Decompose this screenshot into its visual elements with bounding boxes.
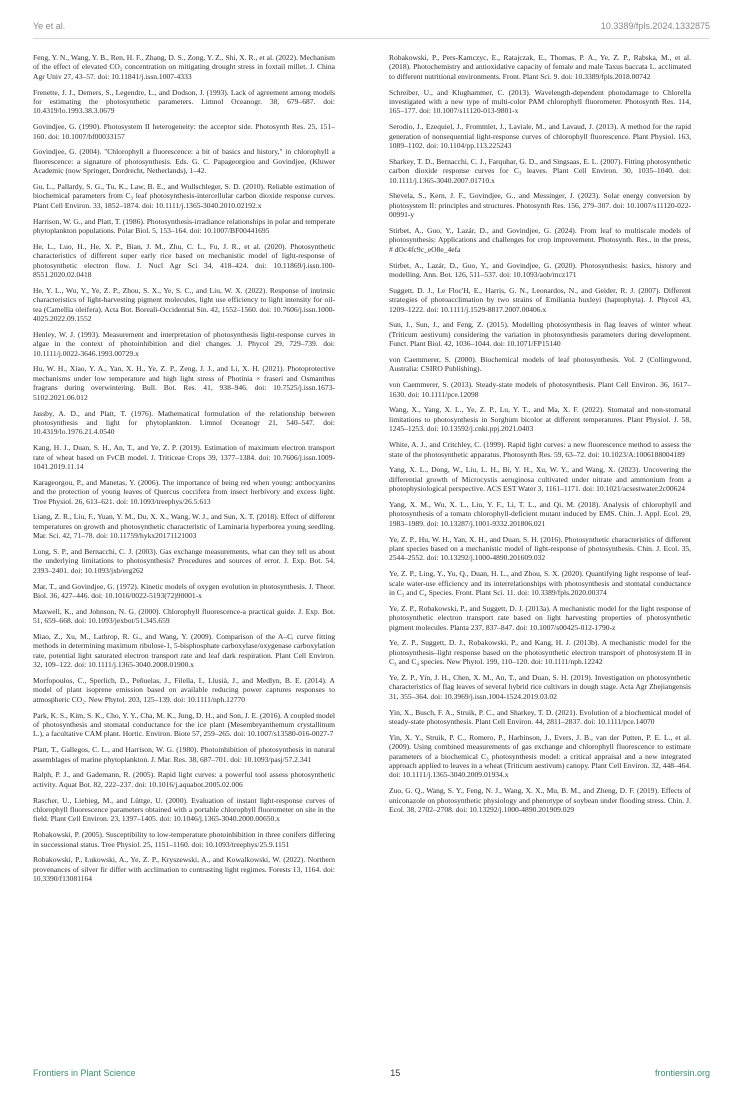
header-doi: 10.3389/fpls.2024.1332875	[600, 21, 710, 31]
reference-entry: Kang, H. J., Duan, S. H., An, T., and Ye, Z. P. (2019). Estimation of maximum electron transport rate of wheat based on FvCB model. J. Triticeae Crops 39, 1377–1384. doi: 10.7606/j.issn.1009-1041.2019.11.14	[33, 443, 335, 471]
reference-entry: Sharkey, T. D., Bernacchi, C. J., Farquhar, G. D., and Singsaas, E. L. (2007). Fitting photosynthetic carbon dioxide response curves for C₃ leaves. Plant Cell Environ. 30, 1035–1040. doi: 10.1111/j.1365-3040.2007.01710.x	[389, 156, 691, 185]
page-footer	[33, 1068, 710, 1078]
references-right-column	[389, 53, 691, 821]
reference-entry: Ye, Z. P., Ling, Y., Yu, Q., Duan, H. L., and Zhou, S. X. (2020). Quantifying light response of leaf-scale water-use efficiency and its interrelationships with photosynthesis and stomatal conductance in C₃ and C₄ Species. Front. Plant Sci. 11. doi: 10.3389/fpls.2020.00374	[389, 569, 691, 597]
header-divider	[33, 38, 710, 39]
reference-entry: Ye, Z. P., Suggett, D. J., Robakowski, P., and Kang, H. J. (2013b). A mechanistic model for the photosynthesis–light response based on the photosynthetic electron transport of photosystem II in C₃ and C₄ species. New Phytol. 199, 110–120. doi: 10.1111/nph.12242	[389, 638, 691, 667]
reference-entry: Suggett, D. J., Le Floc'H, E., Harris, G. N., Leonardos, N., and Geider, R. J. (2007). Different strategies of photoacclimation by two strains of Emiliania huxleyi (haptophyta). J. Phycol 43, 1209–1222. doi: 10.1111/j.1529-8817.2007.00406.x	[389, 285, 691, 314]
reference-entry: Robakowski, P., Łukowski, A., Ye, Z. P., Kryszewski, A., and Kowalkowski, W. (2022). Northern provenances of silver fir differ with acclimation to contrasting light regimes. Forests 13, 1164. doi: 10.3390/f13081164	[33, 855, 335, 884]
reference-entry: Mar, T., and Govindjee, G. (1972). Kinetic models of oxygen evolution in photosynthesis. J. Theor. Biol. 36, 427–446. doi: 10.1016/0022-5193(72)90001-x	[33, 581, 335, 600]
reference-entry: Ye, Z. P., Yin, J. H., Chen, X. M., An, T., and Duan, S. H. (2019). Investigation on photosynthetic characteristics of flag leaves of several hybrid rice cultivars in dough stage. Acta Agr Zhejiangensis 31, 355–364. doi: 10.3969/j.issn.1004-1524.2019.03.02	[389, 672, 691, 701]
reference-entry: White, A. J., and Critchley, C. (1999). Rapid light curves: a new fluorescence method to assess the state of the photosynthetic apparatus. Photosynth Res. 59, 63–72. doi: 10.1023/A:1006188004189	[389, 440, 691, 459]
reference-entry: Robakowski, P. (2005). Susceptibility to low-temperature photoinhibition in three conifers differing in successional status. Tree Physiol. 25, 1151–1160. doi: 10.1093/treephys/25.9.1151	[33, 830, 335, 849]
reference-entry: Long, S. P., and Bernacchi, C. J. (2003). Gas exchange measurements, what can they tell us about the underlying limitations to photosynthesis? Procedures and sources of error. J. Exp. Bot. 54, 2393–2401. doi: 10.1093/jxb/erg262	[33, 546, 335, 575]
header-authors: Ye et al.	[33, 21, 66, 31]
reference-entry: He, Y. L., Wu, Y., Ye, Z. P., Zhou, S. X., Ye, S. C., and Liu, W. X. (2022). Response of intrinsic characteristics of light-harvesting pigment molecules, light use efficiency to light intensity for oil-tea (Camellia oleifera). Acta Bot. Boreali-Occidential Sin. 42, 1552–1560. doi: 10.7606/j.issn.1000-4025.2022.09.1552	[33, 285, 335, 324]
reference-entry: Wang, X., Yang, X. L., Ye, Z. P., Lu, Y. T., and Ma, X. F. (2022). Stomatal and non-stomatal limitations to photosynthesis in Sorghum bicolor at different temperatures. Plant Physiol. J. 58, 1245–1253. doi: 10.13592/j.cnki.ppj.2021.0403	[389, 405, 691, 434]
reference-entry: Yin, X. Y., Struik, P. C., Romero, P., Harbinson, J., Evers, J. B., van der Putten, P. E. L., et al. (2009). Using combined measurements of gas exchange and chlorophyll fluorescence to estimate parameters of a biochemical C₃ photosynthesis model: a critical appraisal and a new integrated approach applied to leaves in a wheat (Triticum aestivum) canopy. Plant Cell Environ. 32, 448–464. doi: 10.1111/j.1365-3040.2009.01934.x	[389, 732, 691, 780]
reference-entry: Stirbet, A., Guo, Y., Lazár, D., and Govindjee, G. (2024). From leaf to multiscale models of photosynthesis: Applications and challenges for crop improvement. Photosynth. Res., in the press, # dOc4fc9c_eO8e_4efa	[389, 226, 691, 254]
reference-entry: Feng, Y. N., Wang, Y. B., Ren, H. F., Zhang, D. S., Zong, Y. Z., Shi, X. R., et al. (2022). Mechanism of the effect of elevated CO₂ concentration on mitigating drought stress in foxtail millet. J. China Agr Univ 27, 43–57. doi: 10.11841/j.issn.1007-4333	[33, 53, 335, 81]
reference-entry: Yang, X. L., Dong, W., Liu, L. H., Bi, Y. H., Xu, W. Y., and Wang, X. (2023). Uncovering the differential growth of Microcystis aeruginosa cultivated under nitrate and ammonium from a photophysiological perspective. ACS EST Water 3, 1161–1171. doi: 10.1021/acsestwater.2c00624	[389, 465, 691, 494]
reference-entry: Shevela, S., Kern, J. F., Govindjee, G., and Messinger, J. (2023). Solar energy conversion by photosystem II: principles and structures. Photosynth Res. 156, 279–307. doi: 10.1007/s11120-022-00991-y	[389, 191, 691, 220]
reference-entry: Hu, W. H., Xiao, Y. A., Yan, X. H., Ye, Z. P., Zeng, J. J., and Li, X. H. (2021). Photoprotective mechanisms under low temperature and high light stress of Photinia × fraseri and Osmanthus fragrans during overwintering. Bull. Bot. Res. 41, 938–946. doi: 10.7525/j.issn.1673-5102.2021.06.012	[33, 364, 335, 402]
reference-entry: Liang, Z. R., Liu, F., Yuan, Y. M., Du, X. X., Wang, W. J., and Sun, X. T. (2018). Effect of different temperatures on growth and photosynthetic characteristic of Laminaria hyperborea young seedling. Mar. Sci. 42, 71–78. doi: 10.11759/hykx20171121003	[33, 512, 335, 541]
reference-entry: Park, K. S., Kim, S. K., Cho, Y. Y., Cha, M. K., Jung, D. H., and Son, J. E. (2016). A coupled model of photosynthesis and stomatal conductance for the ice plant (Mesembryanthemum crystallinum L.), a facultative CAM plant. Hortic. Environ. Biote 57, 259–265. doi: 10.1007/s13580-016-0027-7	[33, 710, 335, 739]
reference-entry: Miao, Z., Xu, M., Lathrop, R. G., and Wang, Y. (2009). Comparison of the A–Cᵢ curve fitting methods in determining maximum ribulose-1, 5-bisphosphate carboxylase/oxygenase carboxylation rate, potential light saturated electron transport rate and leaf dark respiration. Plant Cell Environ. 32, 109–122. doi: 10.1111/j.1365-3040.2008.01900.x	[33, 631, 335, 670]
reference-entry: Yin, X., Busch, F. A., Struik, P. C., and Sharkey, T. D. (2021). Evolution of a biochemical model of steady-state photosynthesis. Plant Cell Environ. 44, 2811–2837. doi: 10.1111/pce.14070	[389, 707, 691, 726]
reference-entry: Ralph, P. J., and Gademann, R. (2005). Rapid light curves: a powerful tool assess photosynthetic activity. Aquat Bot. 82, 222–237. doi: 10.1016/j.aquabot.2005.02.006	[33, 770, 335, 789]
page-number: 15	[390, 1068, 401, 1078]
reference-entry: Zuo, G. Q., Wang, S. Y., Feng, N. J., Wang, X. X., Mu, B. M., and Zheng, D. F. (2019). Effects of uniconazole on photosynthetic physiology and phenotype of soybean under flooding stress. Chin. J. Ecol. 38, 2702–2708. doi: 10.13292/j.1000-4890.201909.029	[389, 786, 691, 814]
reference-entry: Morfopoulos, C., Sperlich, D., Peñuelas, J., Filella, I., Llusià, J., and Medlyn, B. E. (2014). A model of plant isoprene emission based on available reducing power captures responses to atmospheric CO₂. New Phytol. 203, 125–139. doi: 10.1111/nph.12770	[33, 675, 335, 704]
reference-entry: Frenette, J. J., Demers, S., Legendre, L., and Dodson, J. (1993). Lack of agreement among models for estimating the photosynthetic parameters. Limnol Oceanogr. 38, 679–687. doi: 10.4319/lo.1993.38.3.0679	[33, 87, 335, 116]
reference-entry: He, L., Luo, H., He, X. P., Bian, J. M., Zhu, C. L., Fu, J. R., et al. (2020). Photosynthetic characteristics of different super early rice based on mechanistic model of light-response of photosynthetic electron flow. J. Nucl Agr Sci 34, 418–424. doi: 10.11869/j.issn.100-8551.2020.02.0418	[33, 241, 335, 280]
reference-entry: Yang, X. M., Wu, X. L., Liu, Y. F., Li, T. L., and Qi, M. (2018). Analysis of chlorophyll and photosynthesis of a tomato chlorophyll-deficient mutant induced by EMS. Chin. J. Appl. Ecol. 29, 1983–1989. doi: 10.13287/j.1001-9332.201806.021	[389, 499, 691, 528]
reference-entry: Serodio, J., Ezequiel, J., Frommlet, J., Laviale, M., and Lavaud, J. (2013). A method for the rapid generation of nonsequential light-response curves of chlorophyll fluorescence. Plant Physiol. 163, 1089–1102. doi: 10.1104/pp.113.225243	[389, 122, 691, 151]
reference-entry: Rascher, U., Liebieg, M., and Lüttge, U. (2000). Evaluation of instant light-response curves of chlorophyll fluorescence parameters obtained with a portable chlorophyll fluorometer on site in the field. Plant Cell Environ. 23, 1397–1405. doi: 10.1046/j.1365-3040.2000.00650.x	[33, 795, 335, 824]
references-left-column	[33, 53, 335, 890]
reference-entry: Harrison, W. G., and Platt, T. (1986). Photosynthesis-irradiance relationships in polar and temperate phytoplankton populations. Polar Biol. 5, 153–164. doi: 10.1007/BF00441695	[33, 216, 335, 236]
footer-journal-name: Plant Science	[80, 1068, 136, 1078]
reference-entry: von Caemmerer, S. (2013). Steady-state models of photosynthesis. Plant Cell Environ. 36, 1617–1630. doi: 10.1111/pce.12098	[389, 380, 691, 399]
reference-entry: Ye, Z. P., Hu, W. H., Yan, X. H., and Duan, S. H. (2016). Photosynthetic characteristics of different plant species based on a mechanistic model of light-response of photosynthesis. Chin. J. Ecol. 35, 2544–2552. doi: 10.13292/j.1000-4890.201609.032	[389, 534, 691, 563]
reference-entry: von Caemmerer, S. (2000). Biochemical models of leaf photosynthesis. Vol. 2 (Collingwood, Australia: CSIRO Publishing).	[389, 355, 691, 374]
reference-entry: Sun, J., Sun, J., and Feng, Z. (2015). Modelling photosynthesis in flag leaves of winter wheat (Triticum aestivum) considering the variation in photosynthesis parameters during development. Funct. Plant Biol. 42, 1036–1044. doi: 10.1071/FP15140	[389, 320, 691, 349]
page-header	[33, 21, 710, 31]
reference-entry: Gu, L., Pallardy, S. G., Tu, K., Law, B. E., and Wullschleger, S. D. (2010). Reliable estimation of biochemical parameters from C₃ leaf photosynthesis-intercellular carbon dioxide response curves. Plant Cell Environ. 33, 1852–1874. doi: 10.1111/j.1365-3040.2010.02192.x	[33, 182, 335, 210]
reference-entry: Govindjee, G. (2004). "Chlorophyll a fluorescence: a bit of basics and history," in chlorophyll a fluorescence: a signature of photosynthesis. Eds. G. C. Papageorgiou and Govindjee, (Kluwer Academic (now Springer, Dordrecht, Netherlands), 1–42.	[33, 147, 335, 176]
reference-entry: Robakowski, P., Pers-Kamczyc, E., Ratajczak, E., Thomas, P. A., Ye, Z. P., Rabska, M., et al. (2018). Photochemistry and antioxidative capacity of female and male Taxus baccata L. acclimated to different nutritional environments. Front. Plant Sci. 9. doi: 10.3389/fpls.2018.00742	[389, 53, 691, 81]
reference-entry: Henley, W. J. (1993). Measurement and interpretation of photosynthesis light-response curves in algae in the context of photoinhibition and diel changes. J. Phycol 29, 729–739. doi: 10.1111/j.0022-3646.1993.00729.x	[33, 329, 335, 358]
reference-entry: Karageorgou, P., and Manetas, Y. (2006). The importance of being red when young: anthocyanins and the protection of young leaves of Quercus coccifera from insect herbivory and excess light. Tree Physiol. 26, 613–621. doi: 10.1093/treephys/26.5.613	[33, 477, 335, 506]
reference-entry: Maxwell, K., and Johnson, N. G. (2000). Chlorophyll fluorescence-a practical guide. J. Exp. Bot. 51, 659–668. doi: 10.1093/jexbot/51.345.659	[33, 606, 335, 626]
reference-entry: Jassby, A. D., and Platt, T. (1976). Mathematical formulation of the relationship between photosynthesis and light for phytoplankton. Limnol Oceanogr 21, 540–547. doi: 10.4319/lo.1976.21.4.0540	[33, 408, 335, 437]
reference-entry: Ye, Z. P., Robakowski, P., and Suggett, D. J. (2013a). A mechanistic model for the light response of photosynthetic electron transport rate based on light harvesting properties of photosynthetic pigment molecules. Planta 237, 837–847. doi: 10.1007/s00425-012-1790-z	[389, 603, 691, 632]
footer-journal: Frontiers in Plant Science	[33, 1068, 136, 1078]
reference-entry: Platt, T., Gallegos, C. L., and Harrison, W. G. (1980). Photoinhibition of photosynthesis in natural assemblages of marine phytoplankton. J. Mar. Res. 38, 687–701. doi: 10.1093/pasj/57.2.341	[33, 745, 335, 764]
reference-entry: Schreiber, U., and Klughammer, C. (2013). Wavelength-dependent photodamage to Chlorella investigated with a new type of multi-color PAM chlorophyll fluorometer. Photosynth Res. 114, 165–177. doi: 10.1007/s11120-013-9801-x	[389, 87, 691, 116]
reference-entry: Stirbet, A., Lazár, D., Guo, Y., and Govindjee, G. (2020). Photosynthesis: basics, history and modelling. Ann. Bot. 126, 511–537. doi: 10.1093/aob/mcz171	[389, 260, 691, 280]
footer-website-link[interactable]: frontiersin.org	[654, 1068, 710, 1078]
reference-entry: Govindjee, G. (1990). Photosystem II heterogeneity: the acceptor side. Photosynth Res. 25, 151–160. doi: 10.1007/bf00033157	[33, 122, 335, 141]
